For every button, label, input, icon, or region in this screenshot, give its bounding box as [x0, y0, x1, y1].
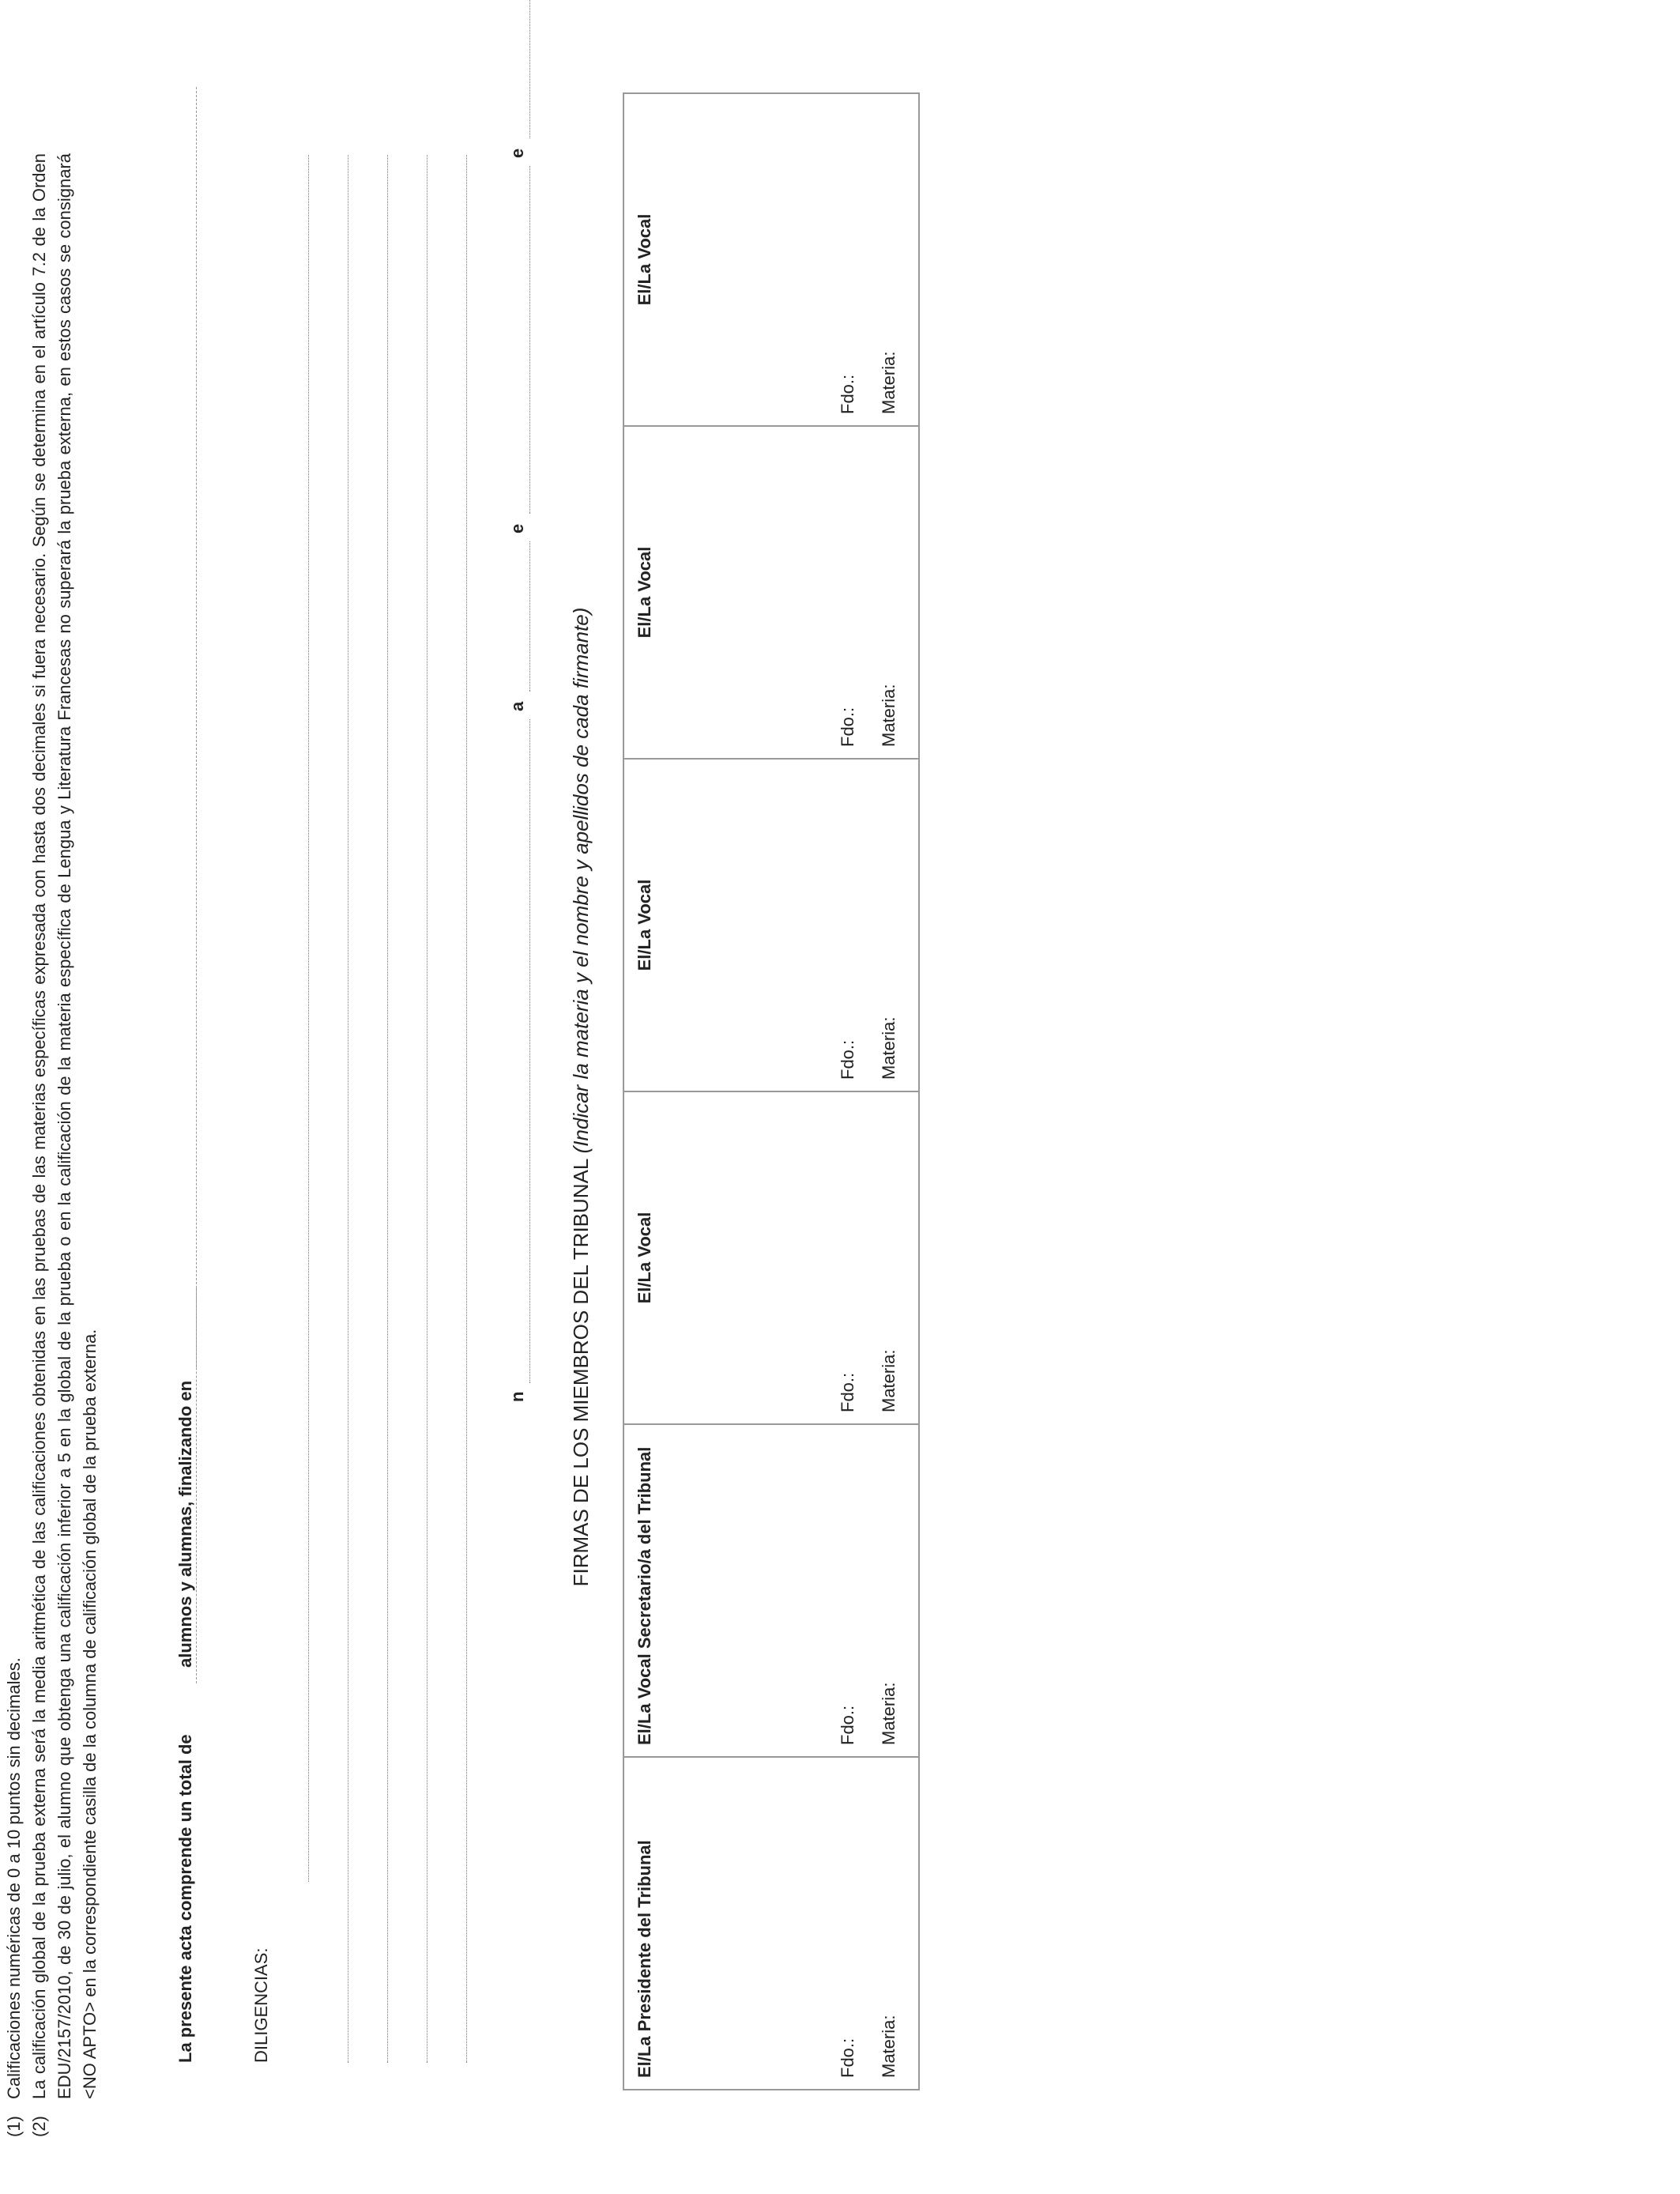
- footnote-number: (2): [29, 2116, 49, 2137]
- footnote-1: [2, 153, 27, 2137]
- signatures-subtitle: (Indicar la materia y el nombre y apellidos de cada firmante): [569, 607, 593, 1154]
- diligencias-line[interactable]: [466, 155, 467, 2063]
- acta-middle-text: alumnos y alumnas, finalizando en: [175, 1380, 195, 1668]
- materia-label: Materia:: [879, 1349, 898, 1412]
- fdo-label: Fdo.:: [838, 1705, 857, 1745]
- diligencias-line[interactable]: [427, 155, 428, 2063]
- place-label: n: [507, 1391, 527, 1402]
- fdo-label: Fdo.:: [838, 2038, 857, 2078]
- signature-cell-president[interactable]: [624, 1756, 918, 2089]
- signature-role: El/La Vocal Secretario/a del Tribunal: [635, 1446, 654, 1745]
- day-label: a: [507, 701, 527, 711]
- footnote-text: Calificaciones numéricas de 0 a 10 puntos sin decimales.: [4, 1657, 24, 2099]
- materia-label: Materia:: [879, 1682, 898, 1745]
- signatures-table: [623, 92, 920, 2090]
- fdo-label: Fdo.:: [838, 707, 857, 747]
- signature-role: El/La Vocal: [635, 879, 654, 971]
- signature-role: El/La Vocal: [635, 546, 654, 639]
- materia-label: Materia:: [879, 2015, 898, 2078]
- place-blank[interactable]: [529, 719, 530, 1383]
- day-blank[interactable]: [529, 541, 530, 692]
- signatures-title-text: FIRMAS DE LOS MIEMBROS DEL TRIBUNAL: [569, 1159, 593, 1587]
- signature-cell-vocal[interactable]: [624, 758, 918, 1091]
- footnote-text: La calificación global de la prueba externa será la media aritmética de las calificaciones obtenidas en las pruebas de las materias específicas expresada con hasta dos decimales si fuera necesario. Según se determina en el artículo 7.2 de la Orden EDU/2157/2010, de 30 de julio, el alumno que obtenga una calificación inferior a 5 en la global de la prueba o en la calificación de la materia específica de Lengua y Literatura Francesas no superará la prueba externa, en estos casos se consignará <NO APTO> en la correspondiente casilla de la columna de calificación global de la prueba externa.: [29, 153, 100, 2099]
- acta-lead-text: La presente acta comprende un total de: [175, 1734, 195, 2063]
- diligencias-line[interactable]: [387, 155, 388, 2063]
- diligencias-line[interactable]: [308, 155, 309, 1882]
- diligencias-label: DILIGENCIAS:: [251, 1947, 271, 2063]
- signature-cell-secretary[interactable]: [624, 1423, 918, 1756]
- fdo-label: Fdo.:: [838, 374, 857, 414]
- year-label: e: [507, 148, 527, 158]
- fdo-label: Fdo.:: [838, 1039, 857, 1080]
- signature-role: El/La Vocal: [635, 1212, 654, 1304]
- signatures-title: [569, 0, 593, 2194]
- materia-label: Materia:: [879, 1016, 898, 1080]
- materia-label: Materia:: [879, 684, 898, 747]
- fdo-label: Fdo.:: [838, 1372, 857, 1412]
- signature-cell-vocal[interactable]: [624, 94, 918, 425]
- footnote-2: [27, 153, 103, 2137]
- month-blank[interactable]: [529, 166, 530, 514]
- year-blank[interactable]: [529, 0, 530, 138]
- signature-cell-vocal[interactable]: [624, 425, 918, 758]
- signature-cell-vocal[interactable]: [624, 1091, 918, 1423]
- signature-role: El/La Vocal: [635, 213, 654, 306]
- footnotes: [2, 153, 103, 2137]
- finishing-blank[interactable]: [196, 87, 197, 1367]
- materia-label: Materia:: [879, 351, 898, 414]
- signature-role: El/La Presidente del Tribunal: [635, 1840, 654, 2078]
- month-label: e: [507, 523, 527, 533]
- footnote-number: (1): [4, 2116, 24, 2137]
